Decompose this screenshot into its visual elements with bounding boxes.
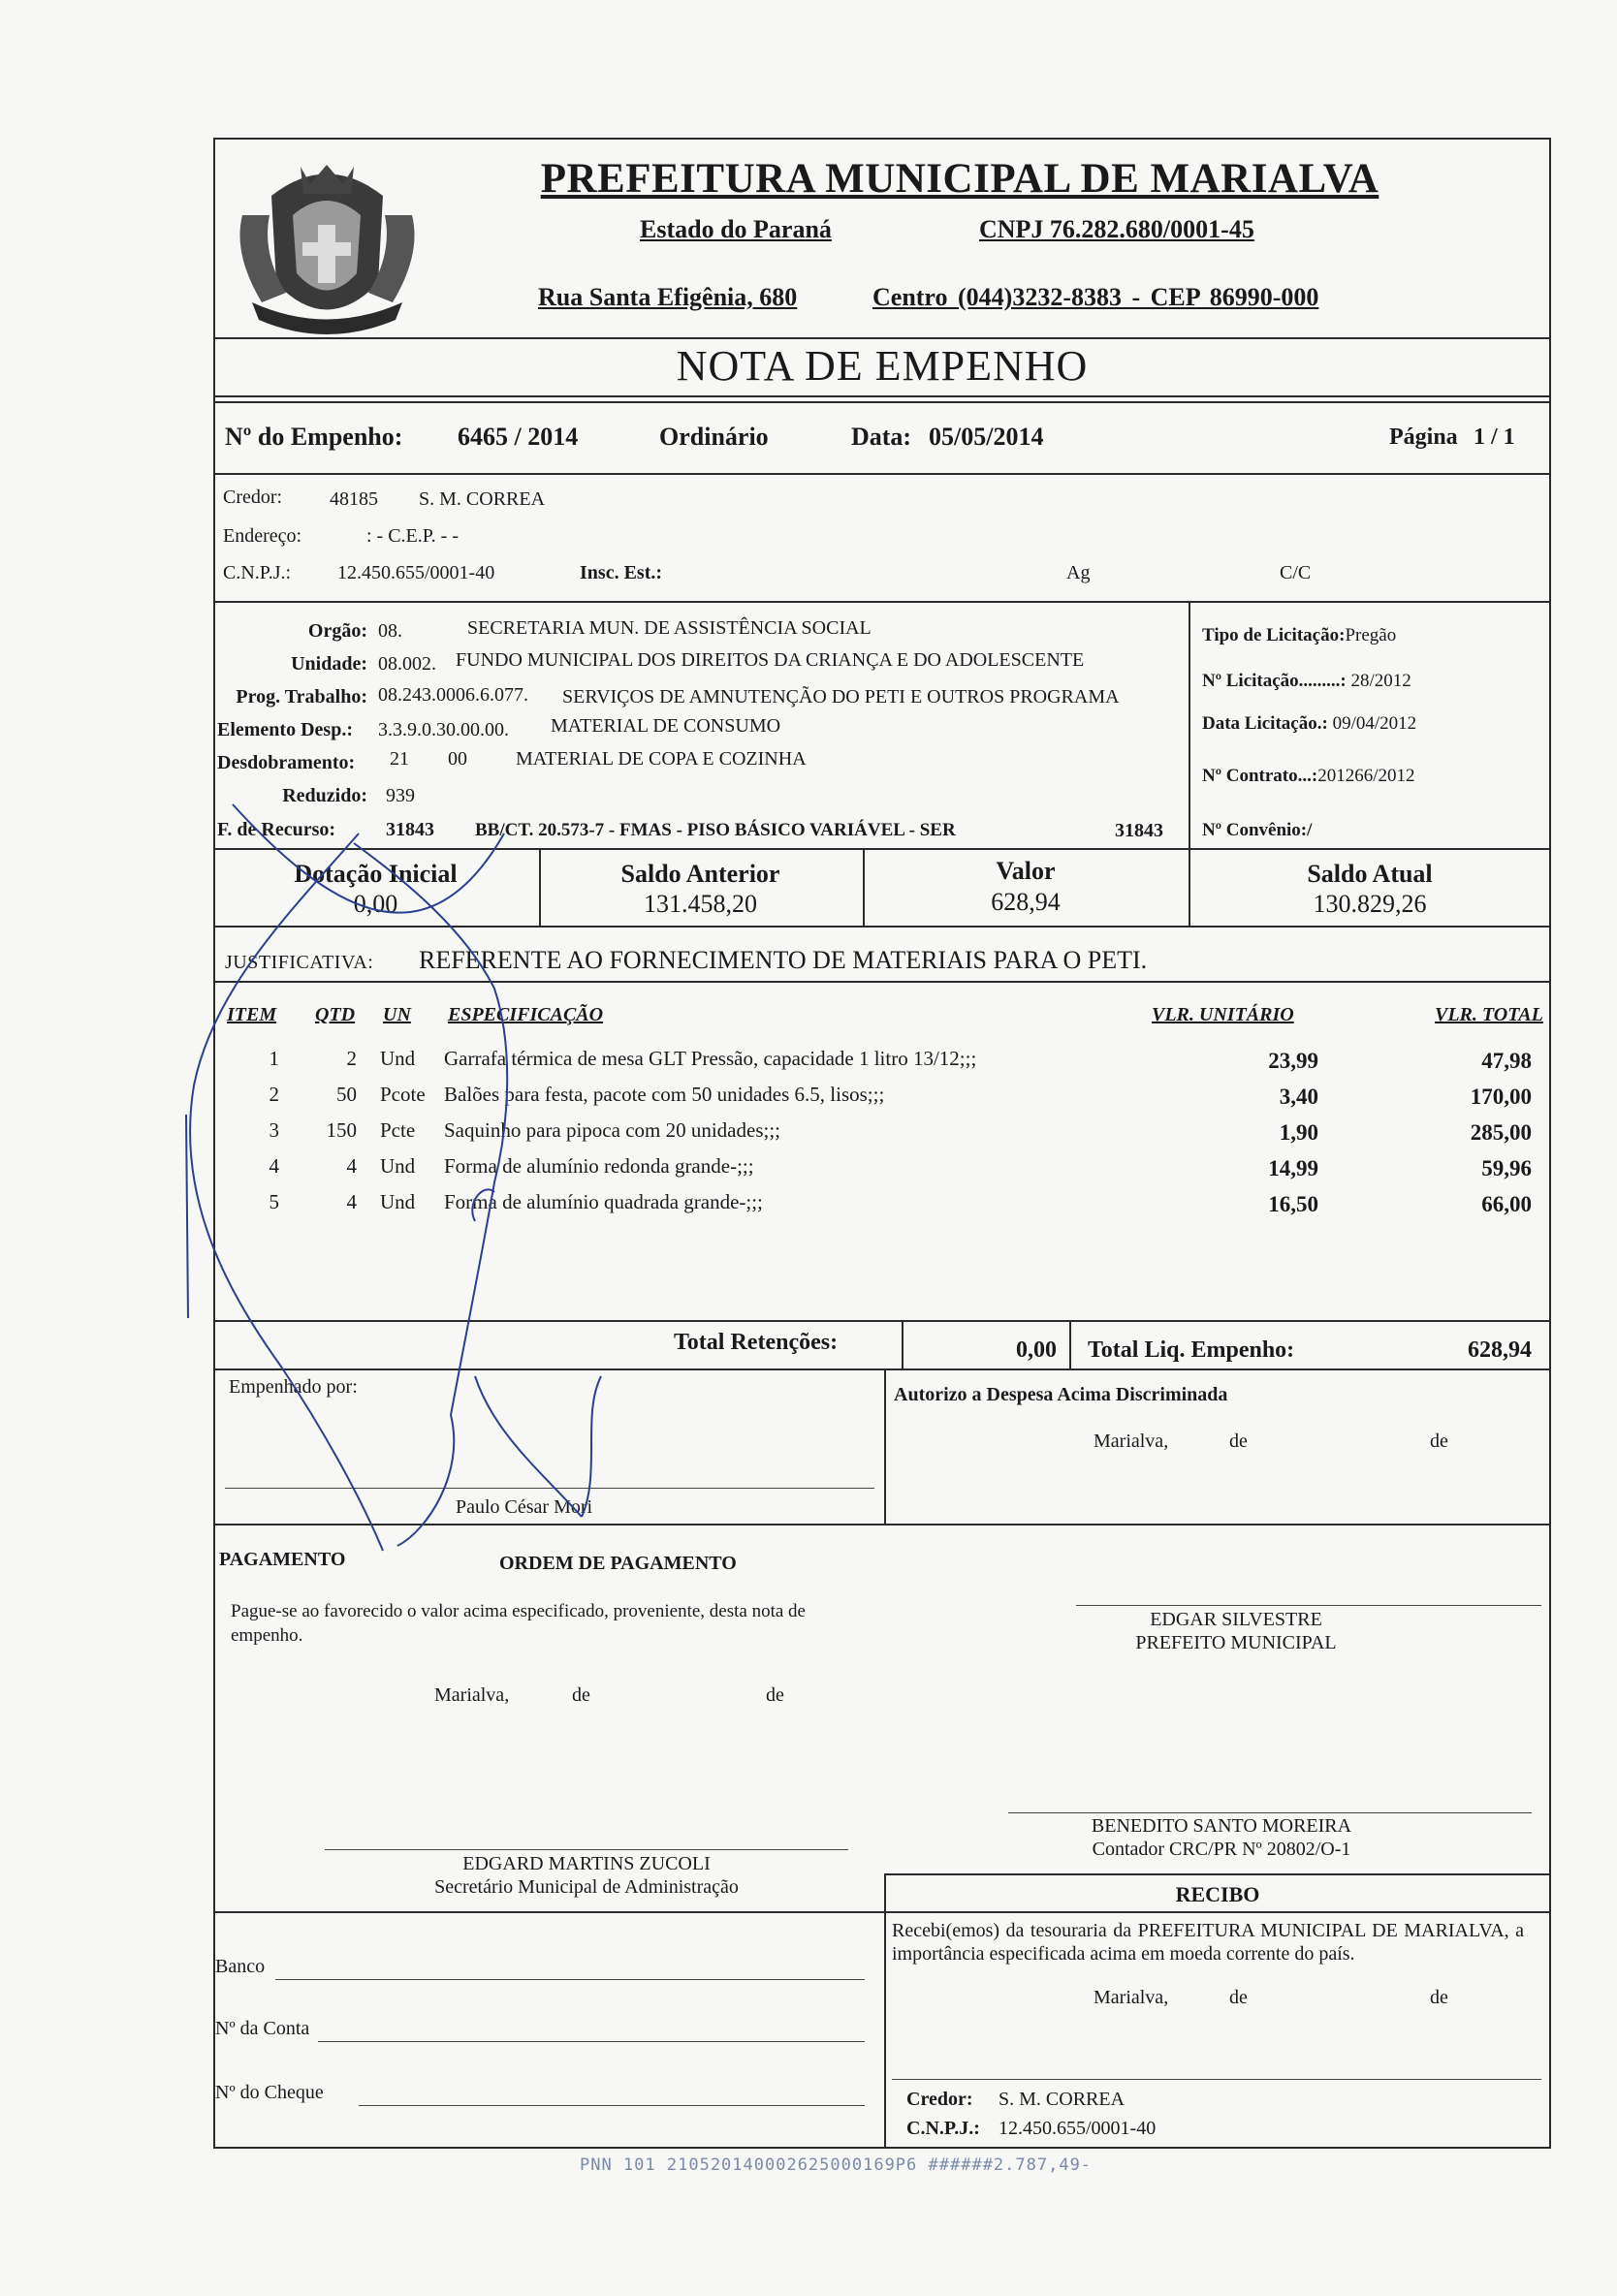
header-street: Rua Santa Efigênia, 680 (538, 283, 798, 311)
saldo-atual-label: Saldo Atual (1307, 860, 1433, 888)
recurso-code: 31843 (386, 819, 434, 840)
recurso-name: BB/CT. 20.573-7 - FMAS - PISO BÁSICO VARIÁVEL - SER (475, 820, 956, 840)
elemento-name: MATERIAL DE CONSUMO (551, 715, 781, 737)
licitacao-num-value: 28/2012 (1350, 671, 1411, 691)
recibo-place: Marialva, (1094, 1987, 1169, 2008)
total-liquido-value: 628,94 (1468, 1337, 1532, 1363)
coat-of-arms-icon (233, 157, 422, 341)
pague-se-text: Pague-se ao favorecido o valor acima especificado, proveniente, desta nota de empenho. (231, 1601, 806, 1646)
tipo-label: Tipo de Licitação: (1202, 625, 1346, 645)
divider (1189, 601, 1190, 848)
recibo-text: Recebi(emos) da tesouraria da PREFEITURA MUNICIPAL DE MARIALVA, a importância especificada acima em moeda corrente do país. (892, 1920, 1524, 1965)
desdobramento-label: Desdobramento: (217, 752, 356, 773)
recibo-de-2: de (1430, 1987, 1448, 2008)
justificativa-label: JUSTIFICATIVA: (225, 952, 374, 973)
state-name: Estado do Paraná (640, 215, 832, 243)
item-description: Balões para festa, pacote com 50 unidades 6.5, lisos;;; (444, 1083, 885, 1106)
divider (884, 1873, 1551, 1875)
retencoes-value: 0,00 (1016, 1337, 1057, 1363)
signature-line (325, 1849, 848, 1850)
contrato (1202, 766, 1414, 787)
empenho-type: Ordinário (659, 423, 769, 451)
autorizo-de-1: de (1229, 1431, 1248, 1452)
saldo-anterior-value: 131.458,20 (644, 890, 757, 918)
recibo-cnpj-label: C.N.P.J.: (906, 2118, 980, 2139)
cnpj-label: C.N.P.J.: (223, 562, 292, 583)
divider (213, 473, 1551, 475)
recibo-title: RECIBO (1175, 1882, 1260, 1906)
address-label: Endereço: (223, 525, 302, 547)
desdobramento-code: 21 (390, 748, 409, 770)
col-unit-value: VLR. UNITÁRIO (1152, 1004, 1294, 1025)
recurso-code-2: 31843 (1115, 820, 1163, 841)
col-qtd: QTD (315, 1004, 356, 1025)
item-number: 5 (269, 1190, 279, 1213)
licitacao-date-label: Data Licitação.: (1202, 713, 1328, 734)
autorizo-de-2: de (1430, 1431, 1448, 1452)
item-qty: 50 (336, 1083, 357, 1106)
licitacao-num-label: Nº Licitação.........: (1202, 671, 1347, 691)
item-description: Forma de alumínio quadrada grande-;;; (444, 1190, 763, 1213)
item-unit: Pcte (380, 1118, 416, 1142)
credor-label: Credor: (223, 487, 283, 508)
unidade-code: 08.002. (378, 653, 436, 675)
orgao-label: Orgão: (307, 620, 367, 642)
conta-field[interactable] (318, 2041, 865, 2042)
unidade-name: FUNDO MUNICIPAL DOS DIREITOS DA CRIANÇA E DO ADOLESCENTE (456, 649, 1085, 671)
licitacao-type-label (1202, 625, 1396, 646)
divider (1069, 1320, 1071, 1368)
recibo-cnpj: 12.450.655/0001-40 (999, 2118, 1157, 2139)
divider (213, 395, 1551, 397)
pague-de-2: de (766, 1684, 784, 1706)
account-label: C/C (1280, 562, 1312, 583)
licitacao-number (1202, 671, 1411, 692)
empenhado-name: Paulo César Mori (456, 1496, 593, 1518)
dotacao-label: Dotação Inicial (294, 860, 458, 888)
elemento-code: 3.3.9.0.30.00.00. (378, 719, 509, 740)
item-unit: Und (380, 1190, 416, 1213)
empenho-number: 6465 / 2014 (458, 423, 579, 451)
convenio-label: Nº Convênio:/ (1202, 820, 1313, 840)
justificativa-text: REFERENTE AO FORNECIMENTO DE MATERIAIS PARA O PETI. (419, 946, 1148, 974)
valor-value: 628,94 (991, 888, 1061, 916)
page-number: 1 / 1 (1474, 425, 1515, 450)
empenho-number-label: Nº do Empenho: (225, 423, 403, 451)
agency-label: Ag (1066, 562, 1091, 583)
divider (884, 1873, 886, 2149)
retencoes-label: Total Retenções: (674, 1330, 839, 1355)
credor-name: S. M. CORREA (419, 488, 546, 510)
item-unit-price: 1,90 (1279, 1120, 1318, 1145)
item-unit-price: 16,50 (1268, 1192, 1318, 1216)
item-total-price: 285,00 (1470, 1120, 1532, 1145)
saldo-atual-value: 130.829,26 (1313, 890, 1427, 918)
desdobramento-name: MATERIAL DE COPA E COZINHA (516, 748, 807, 770)
item-qty: 150 (326, 1118, 357, 1142)
item-total-price: 66,00 (1481, 1192, 1532, 1216)
divider (884, 1368, 886, 1524)
contrato-value: 201266/2012 (1317, 766, 1415, 786)
empenhado-label: Empenhado por: (229, 1376, 358, 1398)
item-unit: Und (380, 1154, 416, 1178)
licitacao-date (1202, 713, 1416, 735)
page-label: Página (1389, 425, 1458, 450)
divider (884, 1911, 1551, 1913)
prog-trabalho-label: Prog. Trabalho: (236, 686, 367, 708)
recibo-credor-label: Credor: (906, 2089, 973, 2110)
cheque-field[interactable] (359, 2105, 865, 2106)
col-spec: ESPECIFICAÇÃO (448, 1004, 604, 1025)
prefeito-name: EDGAR SILVESTRE (1150, 1609, 1322, 1630)
signature-line (1008, 1812, 1532, 1813)
address-value: : - C.E.P. - - (366, 525, 459, 547)
elemento-label: Elemento Desp.: (217, 719, 353, 740)
item-number: 3 (269, 1118, 279, 1142)
prog-trabalho-code: 08.243.0006.6.077. (378, 684, 528, 706)
recibo-de-1: de (1229, 1987, 1248, 2008)
reduzido-value: 939 (386, 785, 415, 806)
recibo-credor-name: S. M. CORREA (999, 2089, 1126, 2110)
col-un: UN (383, 1004, 411, 1025)
credor-code: 48185 (330, 488, 378, 510)
autorizo-place: Marialva, (1094, 1431, 1169, 1452)
valor-label: Valor (996, 857, 1056, 885)
date-label: Data: (851, 423, 912, 451)
conta-label: Nº da Conta (215, 2018, 310, 2039)
prefeito-role: PREFEITO MUNICIPAL (1135, 1632, 1337, 1653)
unidade-label: Unidade: (291, 653, 367, 675)
pague-place: Marialva, (434, 1684, 510, 1706)
orgao-code: 08. (378, 620, 402, 642)
divider (902, 1320, 904, 1368)
item-qty: 4 (346, 1190, 357, 1213)
secretario-role: Secretário Municipal de Administração (434, 1876, 739, 1898)
tipo-value: Pregão (1345, 625, 1397, 645)
banco-field[interactable] (275, 1979, 865, 1980)
pague-de-1: de (572, 1684, 590, 1706)
item-qty: 4 (346, 1154, 357, 1178)
item-unit: Pcote (380, 1083, 426, 1106)
item-total-price: 47,98 (1481, 1049, 1532, 1073)
empenho-date: 05/05/2014 (929, 423, 1044, 451)
item-number: 2 (269, 1083, 279, 1106)
item-description: Saquinho para pipoca com 20 unidades;;; (444, 1118, 781, 1142)
item-unit-price: 23,99 (1268, 1049, 1318, 1073)
col-total-value: VLR. TOTAL (1435, 1004, 1543, 1025)
document-title: NOTA DE EMPENHO (676, 342, 1089, 390)
item-unit: Und (380, 1047, 416, 1070)
banco-label: Banco (215, 1956, 266, 1977)
insc-est-label: Insc. Est.: (580, 562, 663, 583)
item-description: Forma de alumínio redonda grande-;;; (444, 1154, 754, 1178)
divider (213, 601, 1551, 603)
ordem-pagamento-label: ORDEM DE PAGAMENTO (499, 1553, 737, 1574)
autorizo-text: Autorizo a Despesa Acima Discriminada (894, 1384, 1228, 1405)
divider (213, 401, 1551, 403)
header-district-phone-cep: Centro (044)3232-8383 - CEP 86990-000 (872, 283, 1319, 311)
contrato-label: Nº Contrato...: (1202, 766, 1318, 786)
orgao-name: SECRETARIA MUN. DE ASSISTÊNCIA SOCIAL (467, 617, 872, 639)
item-number: 4 (269, 1154, 279, 1178)
desdobramento-sub: 00 (448, 748, 467, 770)
licitacao-date-value: 09/04/2012 (1332, 713, 1417, 734)
item-unit-price: 3,40 (1279, 1085, 1318, 1109)
saldo-anterior-label: Saldo Anterior (620, 860, 780, 888)
item-description: Garrafa térmica de mesa GLT Pressão, capacidade 1 litro 13/12;;; (444, 1047, 977, 1070)
secretario-name: EDGARD MARTINS ZUCOLI (462, 1853, 711, 1874)
contador-name: BENEDITO SANTO MOREIRA (1091, 1815, 1352, 1837)
prog-trabalho-name: SERVIÇOS DE AMNUTENÇÃO DO PETI E OUTROS PROGRAMA (562, 686, 1120, 708)
signature-line (892, 2079, 1541, 2080)
item-qty: 2 (346, 1047, 357, 1070)
contador-role: Contador CRC/PR Nº 20802/O-1 (1092, 1839, 1351, 1860)
col-item: ITEM (227, 1004, 277, 1025)
pagamento-label: PAGAMENTO (219, 1549, 346, 1570)
reduzido-label: Reduzido: (282, 785, 367, 806)
divider (213, 1911, 884, 1913)
item-number: 1 (269, 1047, 279, 1070)
recurso-label: F. de Recurso: (217, 819, 336, 840)
signature-line (1076, 1605, 1541, 1606)
item-total-price: 59,96 (1481, 1156, 1532, 1180)
item-unit-price: 14,99 (1268, 1156, 1318, 1180)
divider (213, 337, 1551, 339)
total-liquido-label: Total Liq. Empenho: (1088, 1337, 1295, 1363)
credor-cnpj: 12.450.655/0001-40 (337, 562, 495, 583)
dotacao-value: 0,00 (353, 890, 398, 918)
handwritten-signature (174, 795, 679, 1570)
city-hall-title: PREFEITURA MUNICIPAL DE MARIALVA (540, 156, 1379, 202)
cheque-label: Nº do Cheque (215, 2082, 324, 2103)
footer-authentication-code: PNN 101 210520140002625000169P6 ######2.787,49- (580, 2155, 1093, 2175)
item-total-price: 170,00 (1470, 1085, 1532, 1109)
header-cnpj: CNPJ 76.282.680/0001-45 (979, 215, 1254, 243)
